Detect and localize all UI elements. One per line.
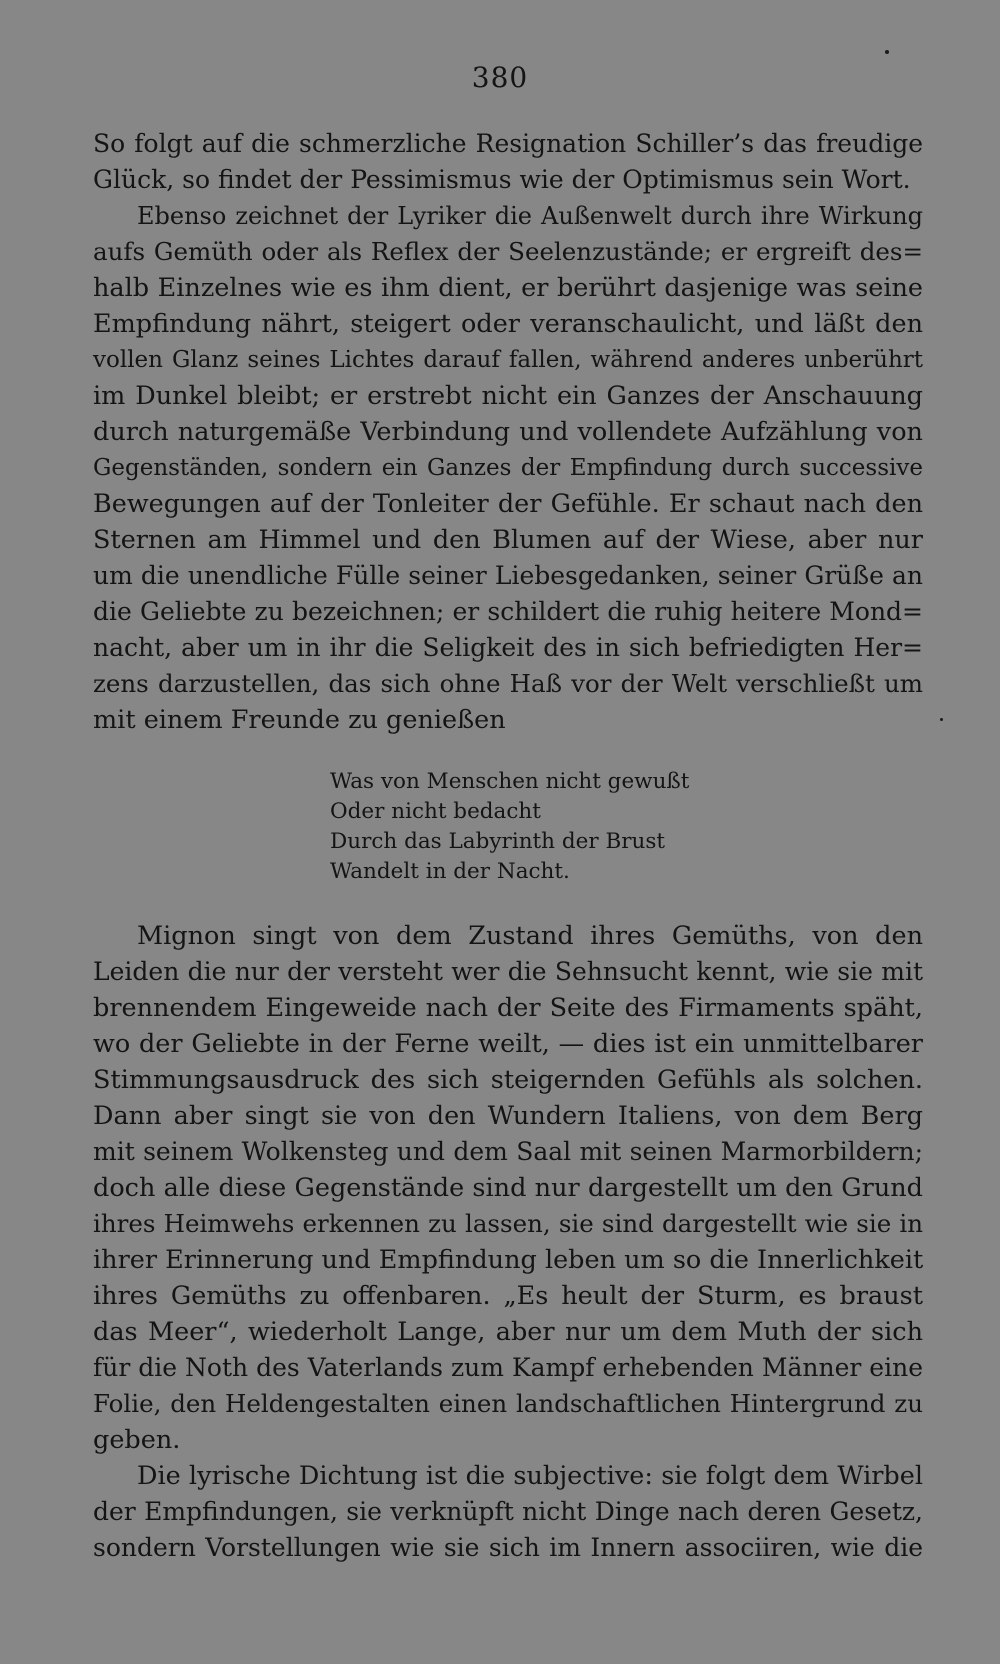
text-line: sondern Vorstellungen wie sie sich im Innern associiren, wie die: [93, 1533, 923, 1562]
verse-line: Wandelt in der Nacht.: [330, 859, 570, 884]
ink-speck: [940, 718, 943, 721]
text-line: Folie, den Heldengestalten einen landschaftlichen Hintergrund zu: [93, 1389, 923, 1418]
text-line: ihres Heimwehs erkennen zu lassen, sie sind dargestellt wie sie in: [93, 1209, 923, 1238]
text-line: aufs Gemüth oder als Reflex der Seelenzustände; er ergreift des=: [93, 237, 923, 266]
text-line: die Geliebte zu bezeichnen; er schildert die ruhig heitere Mond=: [93, 597, 923, 626]
text-line: Stimmungsausdruck des sich steigernden Gefühls als solchen.: [93, 1065, 923, 1095]
text-line: brennendem Eingeweide nach der Seite des Firmaments späht,: [93, 993, 923, 1023]
text-line: zens darzustellen, das sich ohne Haß vor der Welt verschließt um: [93, 669, 923, 698]
text-line: mit einem Freunde zu genießen: [93, 705, 506, 735]
text-line: ihres Gemüths zu offenbaren. „Es heult der Sturm, es braust: [93, 1281, 923, 1311]
text-line: Mignon singt von dem Zustand ihres Gemüths, von den: [137, 921, 923, 951]
text-line: halb Einzelnes wie es ihm dient, er berührt dasjenige was seine: [93, 273, 923, 303]
text-line: Sternen am Himmel und den Blumen auf der Wiese, aber nur: [93, 525, 923, 555]
text-line: im Dunkel bleibt; er erstrebt nicht ein Ganzes der Anschauung: [93, 381, 923, 411]
ink-speck: [885, 50, 889, 54]
text-line: ihrer Erinnerung und Empfindung leben um so die Innerlichkeit: [93, 1245, 924, 1275]
verse-line: Oder nicht bedacht: [330, 799, 541, 824]
text-line: mit seinem Wolkensteg und dem Saal mit seinen Marmorbildern;: [93, 1137, 923, 1166]
verse-line: Durch das Labyrinth der Brust: [330, 829, 666, 854]
text-line: Gegenständen, sondern ein Ganzes der Empfindung durch successive: [93, 455, 923, 481]
text-line: um die unendliche Fülle seiner Liebesgedanken, seiner Grüße an: [93, 561, 923, 590]
text-line: Dann aber singt sie von den Wundern Italiens, von dem Berg: [93, 1101, 923, 1131]
text-line: geben.: [93, 1425, 181, 1455]
text-line: Glück, so findet der Pessimismus wie der Optimismus sein Wort.: [93, 165, 911, 194]
page-number: 380: [471, 61, 529, 94]
text-line: vollen Glanz seines Lichtes darauf fallen, während anderes unberührt: [93, 347, 923, 373]
text-line: Bewegungen auf der Tonleiter der Gefühle. Er schaut nach den: [93, 489, 923, 519]
text-line: Leiden die nur der versteht wer die Sehnsucht kennt, wie sie mit: [93, 957, 923, 986]
verse-line: Was von Menschen nicht gewußt: [330, 769, 690, 794]
text-line: Empfindung nährt, steigert oder veranschaulicht, und läßt den: [93, 309, 923, 339]
text-line: das Meer“, wiederholt Lange, aber nur um dem Muth der sich: [93, 1317, 923, 1347]
text-line: So folgt auf die schmerzliche Resignation Schiller’s das freudige: [93, 129, 923, 158]
text-line: der Empfindungen, sie verknüpft nicht Dinge nach deren Gesetz,: [93, 1497, 923, 1526]
text-line: nacht, aber um in ihr die Seligkeit des in sich befriedigten Her=: [93, 633, 923, 662]
text-line: doch alle diese Gegenstände sind nur dargestellt um den Grund: [93, 1173, 923, 1203]
text-line: wo der Geliebte in der Ferne weilt, — dies ist ein unmittelbarer: [93, 1029, 923, 1059]
text-line: für die Noth des Vaterlands zum Kampf erhebenden Männer eine: [93, 1353, 923, 1382]
text-line: durch naturgemäße Verbindung und vollendete Aufzählung von: [93, 417, 923, 447]
text-line: Ebenso zeichnet der Lyriker die Außenwelt durch ihre Wirkung: [137, 202, 923, 230]
text-line: Die lyrische Dichtung ist die subjective: sie folgt dem Wirbel: [137, 1461, 923, 1491]
